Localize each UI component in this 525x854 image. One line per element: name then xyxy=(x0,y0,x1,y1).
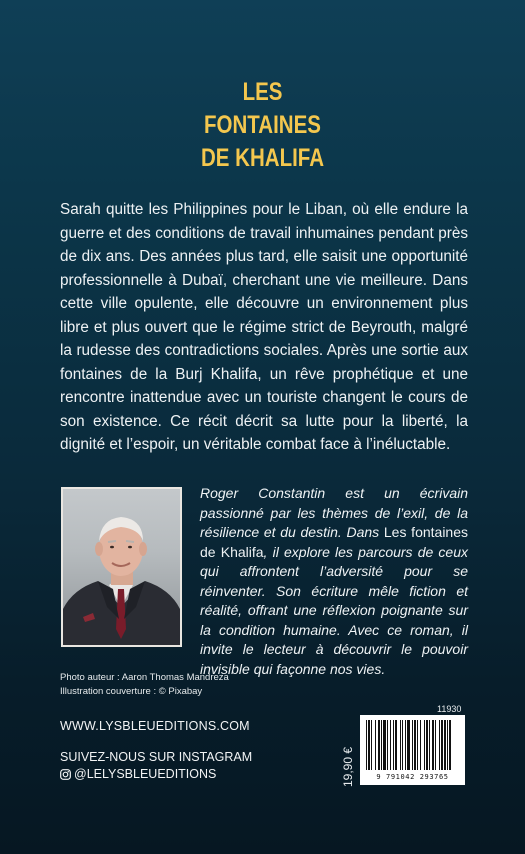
bio-book-title: Les fontaines de Khalifa xyxy=(200,524,468,560)
barcode-bar xyxy=(447,720,448,770)
author-bio xyxy=(200,484,468,679)
instagram-block xyxy=(60,749,252,785)
barcode-bar xyxy=(402,720,403,770)
author-portrait-image xyxy=(63,489,180,645)
barcode-bars xyxy=(360,715,465,773)
product-code: 11930 xyxy=(437,704,462,714)
author-photo xyxy=(61,487,182,647)
barcode-bar xyxy=(420,720,421,770)
barcode-bar xyxy=(400,720,401,770)
barcode-bar xyxy=(407,720,410,770)
barcode-bar xyxy=(417,720,418,770)
bio-part-2: , il explore les parcours de ceux qui affrontent l’adversité pour se réinventer. Son écriture mêle fiction et réalité, offrant une réflexion poignante sur la condition humaine. Avec ce roman, il invite le lecteur à découvrir le pouvoir invisible qui façonne nos vies. xyxy=(200,543,469,677)
synopsis-text: Sarah quitte les Philippines pour le Liban, où elle endure la guerre et des conditions de travail inhumaines pendant près de dix ans. Des années plus tard, elle saisit une opportunité professionnelle à Dubaï, cherchant une vie meilleure. Dans cette ville opulente, elle découvre un environnement plus libre et plus ouvert que le régime strict de Beyrouth, malgré la rudesse des contradictions sociales. Après une sortie aux fontaines de la Burj Khalifa, un rêve prophétique et une rencontre inattendue avec un touriste changent le cours de son existence. Ce récit décrit sa lutte pour la liberté, la dignité et l’espoir, un véritable combat face à l’inéluctable. xyxy=(60,201,468,453)
barcode xyxy=(360,715,465,785)
barcode-bar xyxy=(383,720,386,770)
barcode-bar xyxy=(366,720,367,770)
barcode-bar xyxy=(432,720,434,770)
barcode-bar xyxy=(371,720,372,770)
barcode-bar xyxy=(426,720,428,770)
barcode-bar xyxy=(405,720,406,770)
website-link[interactable]: WWW.LYSBLEUEDITIONS.COM xyxy=(60,719,250,733)
barcode-bar xyxy=(387,720,388,770)
barcode-bar xyxy=(390,720,391,770)
instagram-icon xyxy=(60,769,71,780)
title-line-1: LES xyxy=(242,78,283,106)
barcode-bar xyxy=(435,720,436,770)
barcode-bar xyxy=(368,720,370,770)
photo-credit: Photo auteur : Aaron Thomas Mandreza xyxy=(60,672,229,683)
barcode-bar xyxy=(444,720,446,770)
instagram-handle-row[interactable] xyxy=(60,766,216,783)
barcode-bar xyxy=(378,720,380,770)
barcode-bar xyxy=(393,720,394,770)
title-line-3: DE KHALIFA xyxy=(201,144,324,172)
barcode-bar xyxy=(414,720,416,770)
barcode-bar xyxy=(424,720,425,770)
barcode-bar xyxy=(429,720,430,770)
barcode-bar xyxy=(439,720,440,770)
instagram-handle: @LELYSBLEUEDITIONS xyxy=(74,767,217,781)
barcode-bar xyxy=(441,720,443,770)
credits xyxy=(60,671,229,699)
illustration-credit: Illustration couverture : © Pixabay xyxy=(60,686,203,697)
title-line-2: FONTAINES xyxy=(204,111,321,139)
price-label: 19,90 € xyxy=(341,746,355,787)
barcode-bar xyxy=(395,720,397,770)
book-title xyxy=(47,76,478,175)
barcode-bar xyxy=(412,720,413,770)
isbn-number: 9 791042 293765 xyxy=(376,773,449,781)
barcode-bar xyxy=(381,720,382,770)
barcode-bar xyxy=(449,720,451,770)
bio-part-1: Roger Constantin est un écrivain passionné par les thèmes de l’exil, de la résilience et du destin. Dans xyxy=(200,485,468,540)
barcode-bar xyxy=(375,720,376,770)
instagram-label: SUIVEZ-NOUS SUR INSTAGRAM xyxy=(60,750,253,764)
